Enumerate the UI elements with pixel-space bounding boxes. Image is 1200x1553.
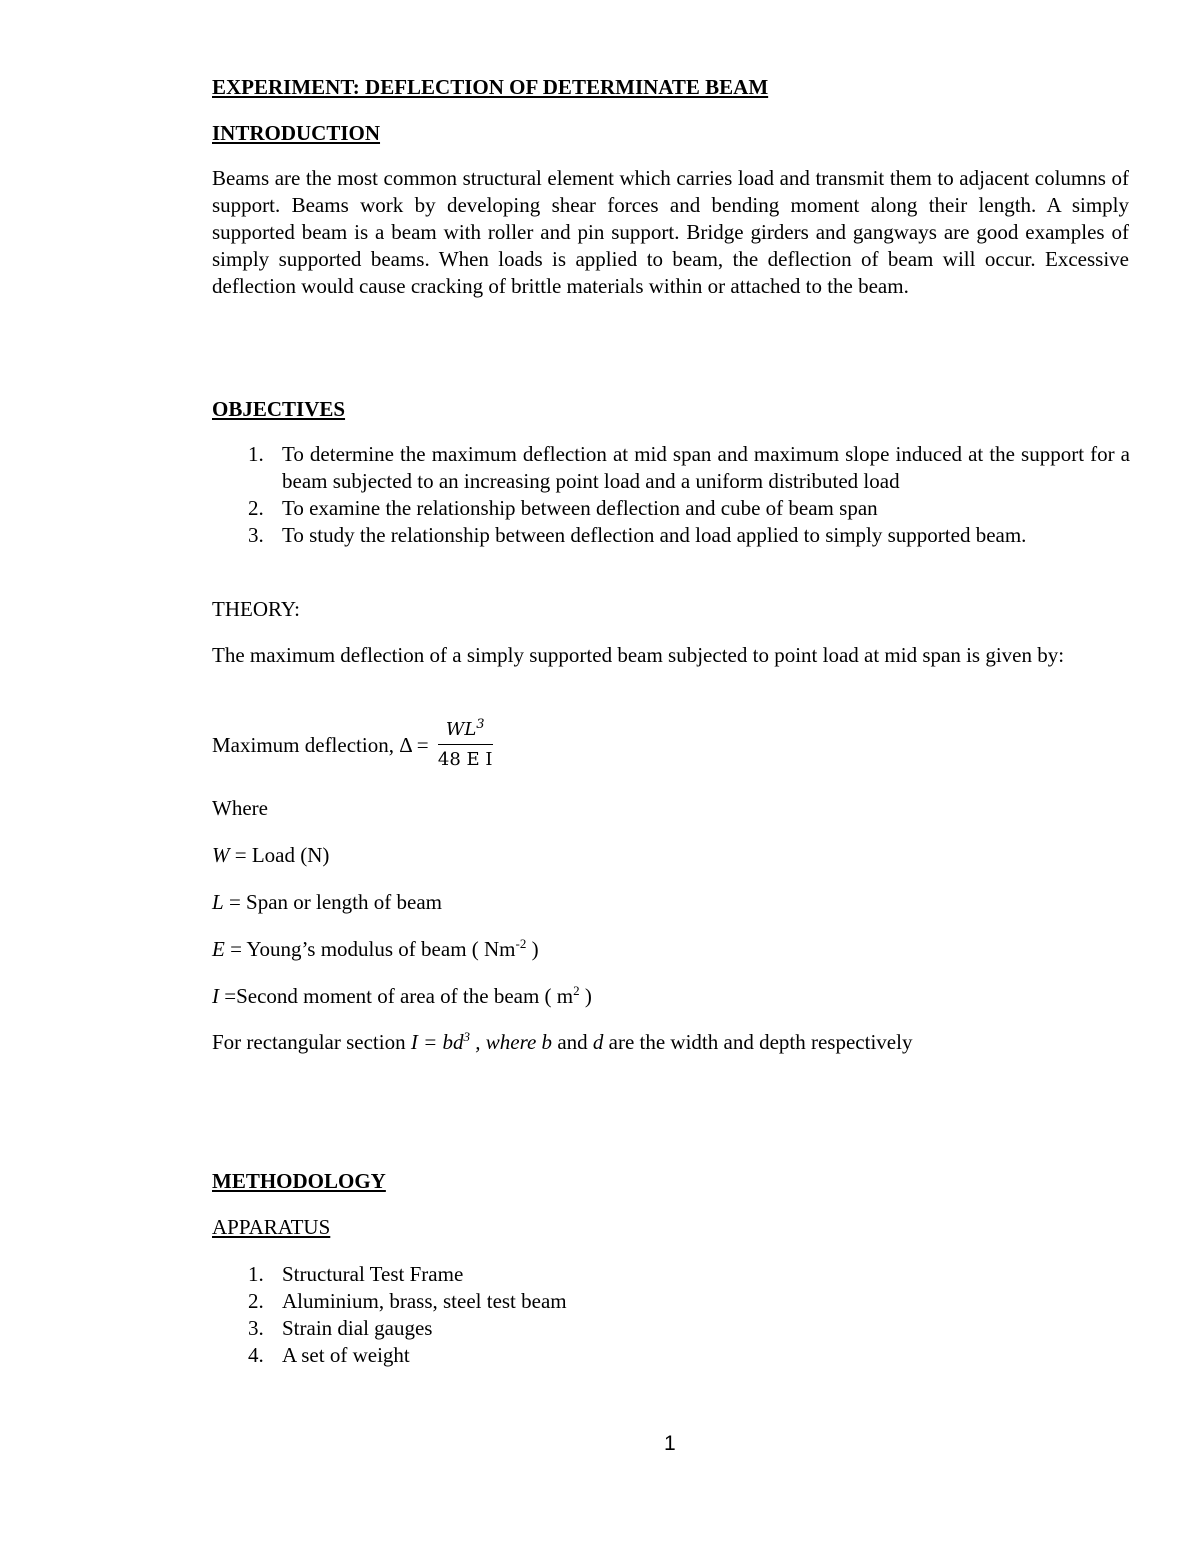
list-item-number: 3. <box>248 523 264 547</box>
definition-i <box>212 983 592 1010</box>
rect-and: and <box>552 1030 593 1054</box>
list-item-number: 4. <box>248 1343 264 1367</box>
symbol: I <box>212 984 219 1008</box>
list-item <box>212 522 1132 549</box>
symbol: W <box>212 843 230 867</box>
list-item-number: 3. <box>248 1316 264 1340</box>
formula-numerator <box>438 718 493 745</box>
formula-denominator: 48 E I <box>437 749 493 770</box>
numerator-exponent: 3 <box>476 717 485 732</box>
list-item-number: 2. <box>248 1289 264 1313</box>
unit-exponent: 2 <box>573 983 580 998</box>
introduction-paragraph: Beams are the most common structural element which carries load and transmit them to adjacent columns of support. Beams work by developing shear forces and bending moment along their length. A simply supported beam is a beam with roller and pin support. Bridge girders and gangways are good examples of simply supported beams. When loads is applied to beam, the deflection of beam will occur. Excessive deflection would cause cracking of brittle materials within or attached to the beam. <box>212 166 1129 298</box>
list-item-text: To study the relationship between deflection and load applied to simply supported beam. <box>282 523 1027 547</box>
list-item <box>212 1288 1132 1315</box>
rect-prefix: For rectangular section <box>212 1030 411 1054</box>
document-title: EXPERIMENT: DEFLECTION OF DETERMINATE BEAM <box>212 75 769 99</box>
deflection-formula <box>212 718 493 773</box>
list-item-text: To examine the relationship between deflection and cube of beam span <box>282 496 878 520</box>
rect-where: , where b <box>470 1030 553 1054</box>
list-item-number: 1. <box>248 442 264 466</box>
definition-text: = Span or length of beam <box>223 890 442 914</box>
rect-d: d <box>592 1030 604 1054</box>
where-label: Where <box>212 796 268 820</box>
definition-text: = Young’s modulus of beam ( Nm <box>224 937 516 961</box>
list-item <box>212 1261 1132 1288</box>
symbol: E <box>212 937 225 961</box>
rect-formula: I = bd <box>410 1030 464 1054</box>
objectives-list <box>212 441 1132 549</box>
objectives-heading: OBJECTIVES <box>212 397 346 421</box>
rect-exponent: 3 <box>463 1029 471 1044</box>
definition-l <box>212 889 442 916</box>
list-item-text: A set of weight <box>282 1343 410 1367</box>
list-item <box>212 1342 1132 1369</box>
list-item-number: 1. <box>248 1262 264 1286</box>
definition-tail: ) <box>526 937 539 961</box>
definition-text: =Second moment of area of the beam ( m <box>219 984 574 1008</box>
rect-suffix: are the width and depth respectively <box>603 1030 913 1054</box>
list-item <box>212 1315 1132 1342</box>
unit-exponent: -2 <box>515 936 527 951</box>
list-item <box>212 495 1132 522</box>
formula-label: Maximum deflection, Δ = <box>212 733 429 757</box>
list-item-number: 2. <box>248 496 264 520</box>
list-item-text: Strain dial gauges <box>282 1316 433 1340</box>
list-item <box>212 441 1132 495</box>
list-item-text: Aluminium, brass, steel test beam <box>282 1289 567 1313</box>
page-number: 1 <box>664 1432 676 1455</box>
theory-intro: The maximum deflection of a simply supported beam subjected to point load at mid span is given by: <box>212 643 1065 667</box>
definition-text: = Load (N) <box>229 843 330 867</box>
introduction-heading: INTRODUCTION <box>212 121 381 145</box>
definition-e <box>212 936 539 963</box>
apparatus-list <box>212 1261 1132 1369</box>
formula-fraction <box>438 718 493 773</box>
list-item-text: To determine the maximum deflection at mid span and maximum slope induced at the support for a beam subjected to an increasing point load and a uniform distributed load <box>282 442 1130 493</box>
list-item-text: Structural Test Frame <box>282 1262 464 1286</box>
apparatus-heading: APPARATUS <box>212 1215 331 1239</box>
theory-heading: THEORY: <box>212 597 300 621</box>
symbol: L <box>212 890 224 914</box>
rectangular-section-note <box>212 1029 912 1056</box>
methodology-heading: METHODOLOGY <box>212 1169 386 1193</box>
definition-w <box>212 842 329 869</box>
definition-tail: ) <box>579 984 592 1008</box>
numerator-text: WL <box>445 719 477 740</box>
